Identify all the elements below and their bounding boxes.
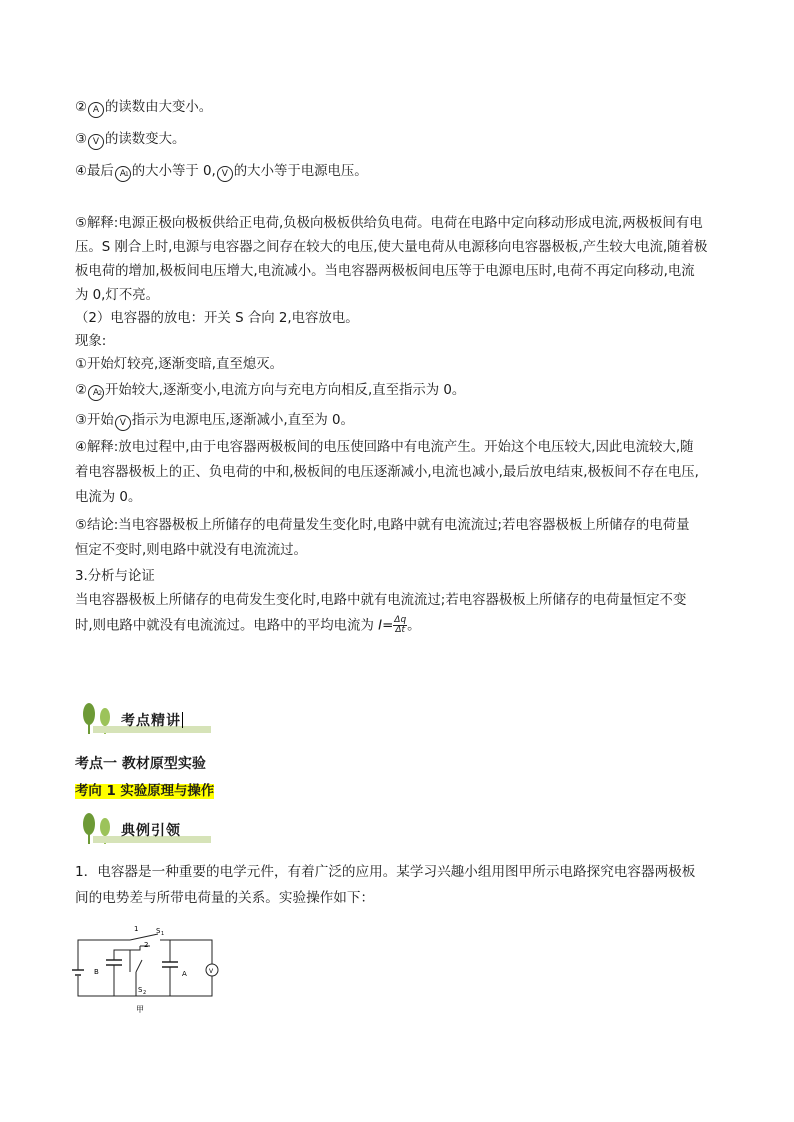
section-heading: 3.分析与论证: [75, 569, 155, 584]
paragraph-line: ④解释:放电过程中,由于电容器两极板间的电压使回路中有电流产生。开始这个电压较大,因此电流较大,随: [75, 440, 694, 455]
line-text: 指示为电源电压,逐渐减小,直至为 0。: [131, 413, 354, 428]
paragraph-line: 当电容器极板上所储存的电荷发生变化时,电路中就有电流流过;若电容器极板上所储存的电荷量恒定不变: [75, 593, 687, 608]
switch-s1-label: S: [156, 927, 161, 935]
circled-number: ③: [75, 132, 88, 147]
banner-title: [121, 710, 183, 730]
banner-title-text: 考点精讲: [121, 713, 181, 729]
fraction-numerator: Δq: [394, 615, 407, 625]
text-line: [75, 411, 354, 431]
voltmeter-icon: [88, 134, 104, 150]
switch-s2-subscript: 2: [143, 990, 147, 996]
contact-1-label: 1: [134, 925, 139, 933]
line-text: 的读数变大。: [105, 132, 186, 147]
key-point-title: 考点一 教材原型实验: [75, 756, 206, 772]
question-line: 间的电势差与所带电荷量的关系。实验操作如下：: [75, 890, 375, 906]
meter-label: V: [221, 169, 228, 179]
text-line: [75, 162, 368, 182]
switch-s2-label: S: [138, 986, 143, 994]
line-text: 的大小等于 0,: [131, 164, 216, 179]
text-line: [75, 98, 212, 118]
paragraph-line: 板电荷的增加,极板间电压增大,电流减小。当电容器两极板间电压等于电源电压时,电荷不再定向移动,电流: [75, 264, 695, 279]
fraction-denominator: Δt: [395, 625, 406, 635]
question-line: 1．电容器是一种重要的电学元件，有着广泛的应用。某学习兴趣小组用图甲所示电路探究电容器两极板: [75, 864, 696, 880]
highlighted-title: 考向 1 实验原理与操作: [75, 784, 215, 799]
ammeter-icon: [115, 166, 131, 182]
banner-title: 典例引领: [121, 823, 181, 839]
paragraph-line: 电流为 0。: [75, 490, 142, 505]
current-symbol: I: [378, 618, 383, 634]
line-text: ③开始: [75, 413, 114, 428]
figure-caption: 甲: [136, 1005, 144, 1014]
meter-label: A: [92, 105, 100, 115]
capacitor-b-label: B: [94, 968, 99, 976]
meter-subscript: 1: [124, 171, 129, 178]
paragraph-line: 着电容器极板上的正、负电荷的中和,极板间的电压逐渐减小,电流也减小,最后放电结束,极板间不存在电压,: [75, 465, 699, 480]
circled-number: ②: [75, 383, 88, 398]
line-text: 的读数由大变小。: [105, 100, 213, 115]
voltmeter-label: V: [209, 968, 214, 975]
equals-sign: =: [382, 618, 394, 634]
section-line: （2）电容器的放电：开关 S 合向 2,电容放电。: [75, 311, 359, 326]
paragraph-line: ⑤结论:当电容器极板上所储存的电荷量发生变化时,电路中就有电流流过;若电容器极板上所储存的电荷量: [75, 518, 690, 533]
line-text: ④最后: [75, 164, 114, 179]
fraction: [393, 616, 407, 635]
meter-label: V: [92, 137, 100, 147]
ammeter-icon: [88, 102, 104, 118]
ammeter-icon: [88, 385, 104, 401]
meter-label: A: [92, 388, 100, 398]
text-line: [75, 130, 185, 150]
capacitor-a-label: A: [182, 970, 187, 978]
text-line: 现象:: [75, 334, 107, 349]
line-text: 开始较大,逐渐变小,电流方向与充电方向相反,直至指示为 0。: [105, 383, 466, 398]
contact-2-label: 2: [144, 941, 149, 949]
key-direction-title: [75, 782, 214, 802]
voltmeter-icon: [115, 415, 131, 431]
meter-label: V: [119, 418, 126, 428]
line-text: 时,则电路中就没有电流流过。电路中的平均电流为: [75, 618, 379, 634]
paragraph-line: 恒定不变时,则电路中就没有电流流过。: [75, 543, 307, 558]
text-cursor: [182, 712, 183, 728]
paragraph-line: [75, 616, 421, 637]
voltmeter-icon: [217, 166, 233, 182]
switch-s1-subscript: 1: [161, 931, 165, 937]
text-line: [75, 381, 465, 401]
meter-subscript: 2: [98, 390, 103, 397]
line-text: 的大小等于电源电压。: [233, 164, 368, 179]
paragraph-line: ⑤解释:电源正极向极板供给正电荷,负极向极板供给负电荷。电荷在电路中定向移动形成电流,两极板间有电: [75, 216, 703, 231]
paragraph-line: 为 0,灯不亮。: [75, 288, 159, 303]
line-text: 。: [407, 618, 421, 634]
meter-label: A: [119, 169, 126, 179]
circuit-diagram: [70, 920, 230, 1020]
paragraph-line: 压。S 刚合上时,电源与电容器之间存在较大的电压,使大量电荷从电源移向电容器极板,产生较大电流,随着极: [75, 240, 708, 255]
section-banner: [75, 812, 215, 848]
text-line: ①开始灯较亮,逐渐变暗,直至熄灭。: [75, 357, 283, 372]
section-banner: [75, 702, 215, 738]
circled-number: ②: [75, 100, 88, 115]
